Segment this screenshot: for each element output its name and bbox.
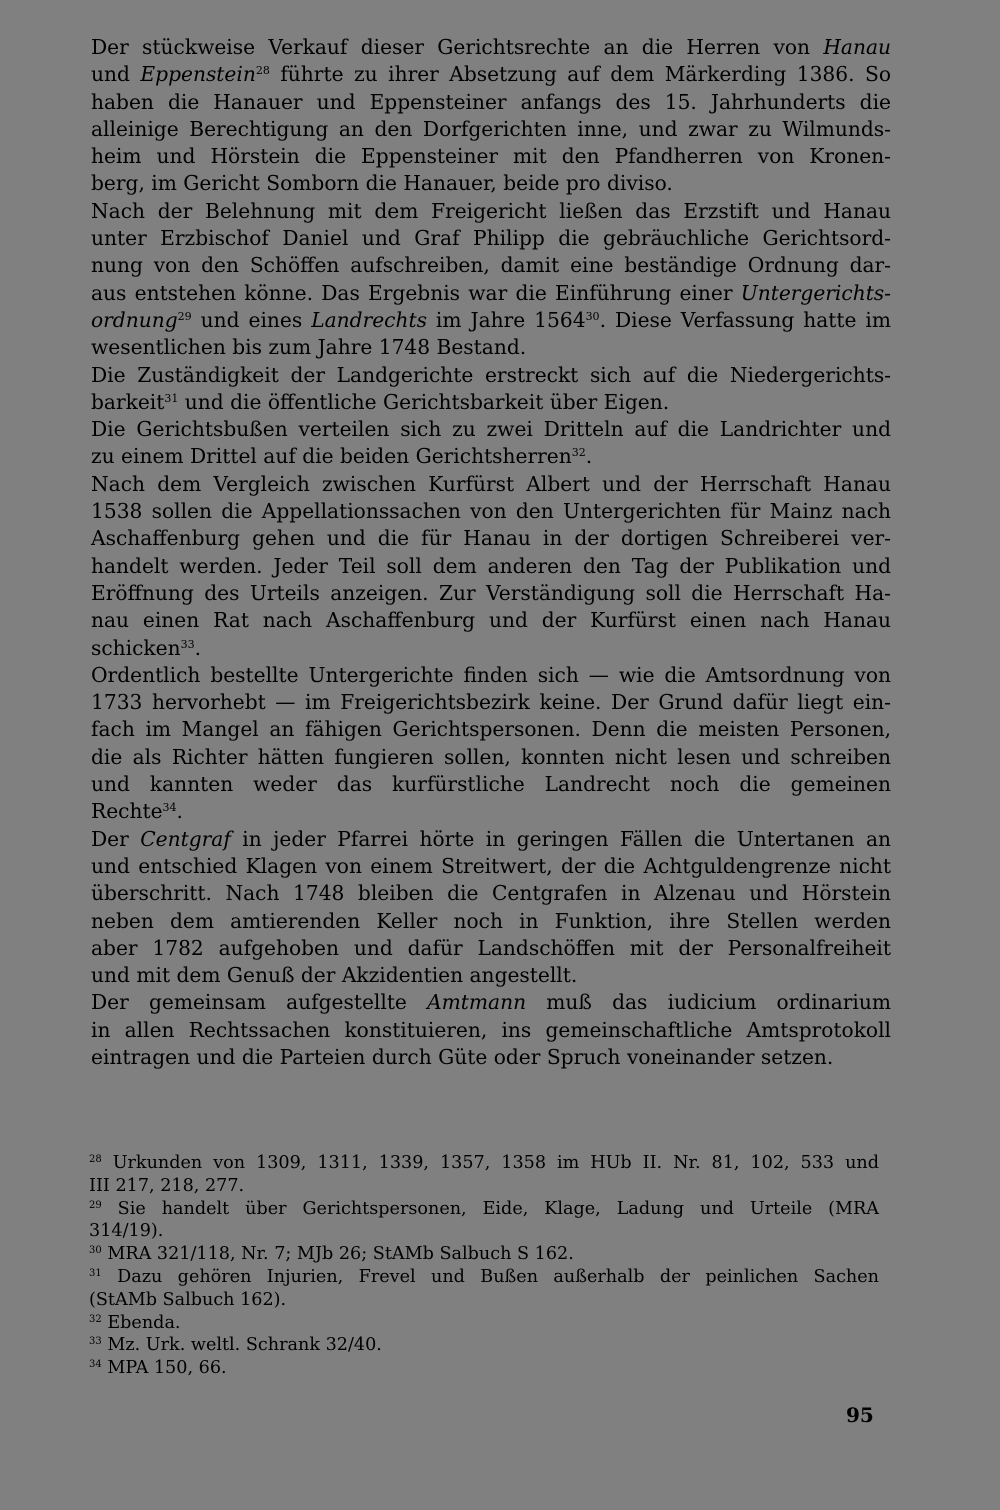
footnote-ref: 32: [571, 446, 586, 460]
text-line: [91, 989, 891, 1016]
footnote-ref: 29: [177, 309, 192, 323]
line-text: Der gemeinsam aufgestellte: [91, 990, 428, 1015]
line-text: eintragen und die Parteien durch Güte oder Spruch voneinander setzen.: [91, 1044, 834, 1069]
footnote-line: [89, 1152, 879, 1175]
italic-term: Eppenstein: [140, 62, 256, 87]
text-line: [91, 225, 891, 252]
italic-term: Amtmann: [427, 990, 527, 1015]
text-line: [91, 908, 891, 935]
text-line: [91, 771, 891, 798]
text-line: [91, 498, 891, 525]
text-line: [91, 744, 891, 771]
line-text: und eines: [191, 307, 312, 332]
line-text: und die öffentliche Gerichtsbarkeit über Eigen.: [178, 389, 670, 414]
text-line: [91, 334, 891, 361]
line-text: neben dem amtierenden Keller noch in Funktion, ihre Stellen werden: [91, 908, 891, 933]
footnote-line: [89, 1198, 879, 1221]
line-text: im Jahre 1564: [426, 307, 586, 332]
line-text: haben die Hanauer und Eppensteiner anfangs des 15. Jahrhunderts die: [91, 89, 891, 114]
italic-term: Hanau: [823, 35, 891, 59]
italic-term: Landrechts: [311, 307, 427, 332]
line-text: Aschaffenburg gehen und die für Hanau in der dortigen Schreiberei ver-: [91, 526, 891, 551]
line-text: 1538 sollen die Appellationssachen von den Untergerichten für Mainz nach: [91, 499, 891, 524]
line-text: Ordentlich bestellte Untergerichte finden sich — wie die Amtsordnung von: [91, 662, 891, 687]
footnote-ref: 32: [89, 1313, 102, 1325]
line-text: wesentlichen bis zum Jahre 1748 Bestand.: [91, 335, 527, 360]
footnote-text: Mz. Urk. weltl. Schrank 32/40.: [107, 1335, 382, 1356]
footnote-ref: 34: [89, 1359, 102, 1371]
footnote-text: Ebenda.: [107, 1312, 181, 1333]
line-text: schicken: [91, 635, 181, 660]
footnote-ref: 29: [89, 1199, 102, 1211]
line-text: nau einen Rat nach Aschaffenburg und der Kurfürst einen nach Hanau: [91, 608, 891, 633]
line-text: .: [585, 444, 593, 469]
text-line: [91, 61, 891, 88]
footnote-text: 314/19).: [89, 1221, 164, 1242]
footnote-text: Sie handelt über Gerichtspersonen, Eide, Klage, Ladung und Urteile (MRA: [117, 1198, 879, 1219]
line-text: .: [194, 635, 202, 660]
footnote-ref: 33: [89, 1336, 102, 1348]
footnote-ref: 28: [89, 1154, 102, 1165]
text-line: [91, 471, 891, 498]
footnote-text: III 217, 218, 277.: [89, 1175, 245, 1196]
text-line: [91, 662, 891, 689]
line-text: in jeder Pfarrei hörte in geringen Fällen die Untertanen an: [230, 826, 891, 851]
line-text: muß das iudicium ordinarium: [526, 990, 891, 1015]
footnote-line: [89, 1175, 879, 1198]
footnote-ref: 30: [89, 1245, 102, 1257]
line-text: alleinige Berechtigung an den Dorfgerichten inne, und zwar zu Wilmunds-: [91, 116, 891, 141]
footnote-ref: 31: [89, 1267, 102, 1279]
line-text: Eröffnung des Urteils anzeigen. Zur Verständigung soll die Herrschaft Ha-: [91, 580, 891, 605]
text-line: [91, 416, 891, 443]
footnote-ref: 34: [162, 801, 177, 815]
line-text: berg, im Gericht Somborn die Hanauer, beide pro diviso.: [91, 171, 673, 196]
line-text: Die Gerichtsbußen verteilen sich zu zwei Dritteln auf die Landrichter und: [91, 417, 891, 442]
text-line: [91, 362, 891, 389]
line-text: führte zu ihrer Absetzung auf dem Märkerding 1386. So: [269, 62, 891, 87]
text-line: [91, 553, 891, 580]
line-text: nung von den Schöffen aufschreiben, damit eine beständige Ordnung dar-: [91, 253, 891, 278]
line-text: überschritt. Nach 1748 bleiben die Centgrafen in Alzenau und Hörstein: [91, 881, 891, 906]
footnote-ref: 30: [585, 309, 600, 323]
line-text: Rechte: [91, 799, 163, 824]
footnote-ref: 31: [164, 391, 179, 405]
text-line: [91, 716, 891, 743]
text-line: [91, 389, 891, 416]
footnote-line: [89, 1243, 879, 1266]
text-line: [91, 525, 891, 552]
text-line: [91, 689, 891, 716]
line-text: aber 1782 aufgehoben und dafür Landschöffen mit der Personalfreiheit: [91, 935, 891, 960]
line-text: unter Erzbischof Daniel und Graf Philipp die gebräuchliche Gerichtsord-: [91, 226, 891, 251]
italic-term: ordnung: [91, 307, 178, 332]
text-line: [91, 607, 891, 634]
line-text: 1733 hervorhebt — im Freigerichtsbezirk keine. Der Grund dafür liegt ein-: [91, 690, 891, 715]
line-text: fach im Mangel an fähigen Gerichtspersonen. Denn die meisten Personen,: [91, 717, 891, 742]
text-line: [91, 443, 891, 470]
line-text: Der stückweise Verkauf dieser Gerichtsrechte an die Herren von: [91, 35, 824, 59]
text-line: [91, 962, 891, 989]
line-text: heim und Hörstein die Eppensteiner mit den Pfandherren von Kronen-: [91, 144, 891, 169]
line-text: Die Zuständigkeit der Landgerichte erstreckt sich auf die Niedergerichts-: [91, 362, 891, 387]
line-text: . Diese Verfassung hatte im: [599, 307, 892, 332]
line-text: handelt werden. Jeder Teil soll dem anderen den Tag der Publikation und: [91, 553, 891, 578]
text-line: [91, 89, 891, 116]
footnote-text: MRA 321/118, Nr. 7; MJb 26; StAMb Salbuch S 162.: [107, 1244, 574, 1265]
line-text: und: [91, 62, 141, 87]
text-line: [91, 170, 891, 197]
main-text: [91, 34, 891, 1071]
line-text: barkeit: [91, 389, 165, 414]
footnotes: [89, 1152, 879, 1380]
footnote-text: Urkunden von 1309, 1311, 1339, 1357, 1358 im HUb II. Nr. 81, 102, 533 und: [112, 1153, 880, 1173]
text-line: [91, 880, 891, 907]
line-text: aus entstehen könne. Das Ergebnis war die Einführung einer: [91, 280, 741, 305]
footnote-ref: 28: [255, 64, 270, 78]
text-line: [91, 143, 891, 170]
line-text: Nach der Belehnung mit dem Freigericht ließen das Erzstift und Hanau: [91, 198, 891, 223]
footnote-line: [89, 1334, 879, 1357]
footnote-ref: 33: [180, 637, 195, 651]
footnote-line: [89, 1312, 879, 1335]
text-line: [91, 853, 891, 880]
text-line: [91, 1044, 891, 1071]
footnote-line: [89, 1357, 879, 1380]
footnote-text: MPA 150, 66.: [107, 1358, 227, 1379]
italic-term: Centgraf: [140, 826, 231, 851]
line-text: und kannten weder das kurfürstliche Landrecht noch die gemeinen: [91, 772, 891, 797]
text-line: [91, 198, 891, 225]
line-text: Nach dem Vergleich zwischen Kurfürst Albert und der Herrschaft Hanau: [91, 471, 891, 496]
text-line: [91, 798, 891, 825]
line-text: und mit dem Genuß der Akzidentien angestellt.: [91, 963, 578, 988]
text-line: [91, 580, 891, 607]
footnote-text: (StAMb Salbuch 162).: [89, 1289, 287, 1310]
line-text: .: [176, 799, 183, 824]
line-text: zu einem Drittel auf die beiden Gerichtsherren: [91, 444, 572, 469]
text-line: [91, 826, 891, 853]
line-text: in allen Rechtssachen konstituieren, ins gemeinschaftliche Amtsprotokoll: [91, 1017, 891, 1042]
page-number: 95: [846, 1403, 874, 1427]
text-line: [91, 116, 891, 143]
line-text: Der: [91, 826, 141, 851]
text-line: [91, 307, 891, 334]
text-line: [91, 635, 891, 662]
text-line: [91, 34, 891, 61]
text-line: [91, 1017, 891, 1044]
footnote-text: Dazu gehören Injurien, Frevel und Bußen außerhalb der peinlichen Sachen: [117, 1266, 879, 1287]
text-line: [91, 252, 891, 279]
italic-term: Untergerichts-: [740, 280, 891, 305]
footnote-line: [89, 1289, 879, 1312]
text-line: [91, 280, 891, 307]
line-text: und entschied Klagen von einem Streitwert, der die Achtguldengrenze nicht: [91, 853, 891, 878]
line-text: die als Richter hätten fungieren sollen, konnten nicht lesen und schreiben: [91, 744, 891, 769]
footnote-line: [89, 1266, 879, 1289]
text-line: [91, 935, 891, 962]
footnote-line: [89, 1220, 879, 1243]
